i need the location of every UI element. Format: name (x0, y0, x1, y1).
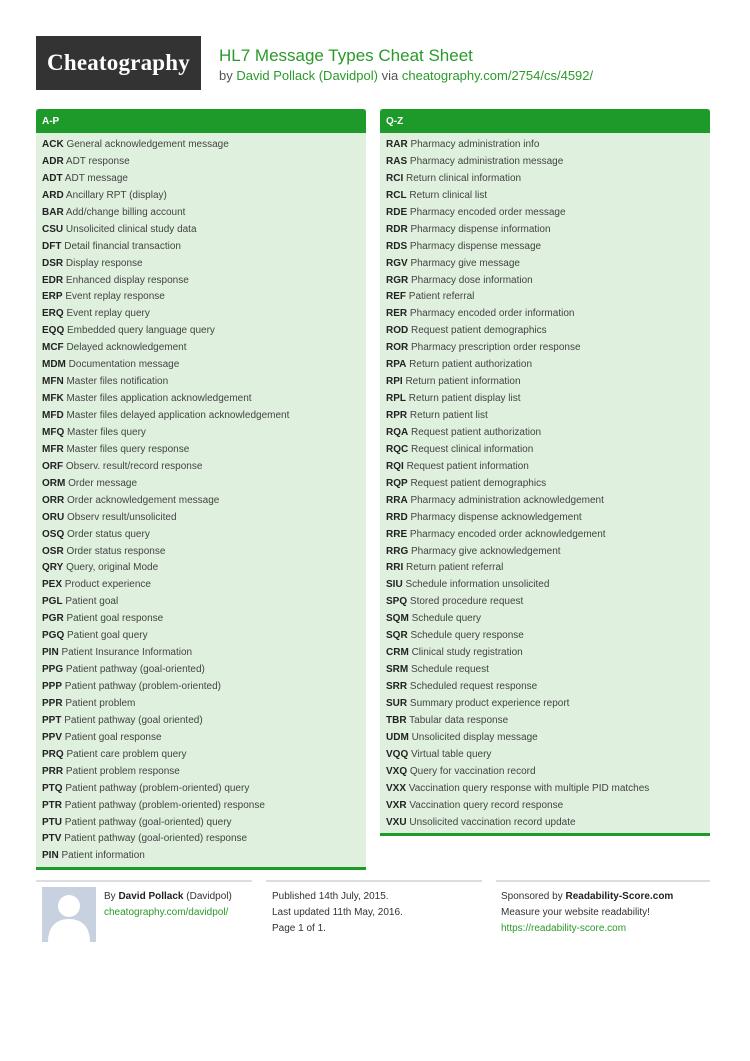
message-description: Patient goal response (66, 613, 164, 625)
message-type-row (42, 848, 366, 865)
message-description: Clinical study registration (411, 647, 523, 659)
cheatography-logo[interactable]: Cheatography (36, 36, 201, 90)
message-type-row (386, 696, 710, 713)
message-code: PRR (42, 765, 64, 777)
message-description: Delayed acknowledgement (66, 342, 187, 354)
message-description: Product experience (64, 579, 151, 591)
message-description: Patient pathway (goal-oriented) query (64, 816, 232, 828)
message-description: Request patient authorization (411, 426, 542, 438)
message-type-row (386, 357, 710, 374)
message-code: SUR (386, 697, 408, 709)
message-code: PGR (42, 613, 64, 625)
message-description: Enhanced display response (65, 274, 189, 286)
footer-author-name: David Pollack (118, 891, 184, 902)
message-code: RPR (386, 410, 408, 421)
message-type-row (386, 323, 710, 340)
message-type-row (386, 781, 710, 798)
message-description: Documentation message (68, 359, 180, 371)
message-type-row (386, 798, 710, 815)
message-description: Order message (68, 477, 138, 489)
user-silhouette-icon (42, 887, 96, 942)
message-code: RQA (386, 426, 409, 438)
message-type-row (386, 256, 710, 273)
message-code: MFN (42, 376, 64, 388)
message-type-row (42, 493, 366, 510)
message-description: Patient goal query (67, 630, 148, 642)
message-type-row (42, 340, 366, 357)
message-type-row (386, 408, 710, 425)
message-code: RDS (386, 240, 408, 252)
message-list (380, 133, 710, 833)
message-type-row (42, 205, 366, 222)
message-type-row (386, 340, 710, 357)
message-type-row (42, 239, 366, 256)
footer-sponsor (501, 889, 673, 937)
message-type-row (386, 594, 710, 611)
message-type-row (42, 137, 366, 154)
message-description: Display response (65, 257, 143, 269)
footer-author-handle: (Davidpol) (186, 891, 232, 902)
message-description: Pharmacy encoded order information (409, 308, 575, 320)
message-type-row (42, 798, 366, 815)
message-code: RPL (386, 393, 406, 405)
message-type-row (386, 459, 710, 476)
updated-date: Last updated 11th May, 2016. (272, 907, 403, 918)
message-description: Request patient demographics (411, 325, 547, 337)
message-code: PRQ (42, 748, 64, 760)
message-code: PPR (42, 697, 63, 709)
message-type-row (386, 476, 710, 493)
message-code: CSU (42, 223, 64, 235)
message-description: Vaccination query response with multiple PID matches (408, 782, 650, 794)
message-code: PTQ (42, 782, 63, 794)
sponsor-label: Sponsored by (501, 891, 563, 902)
message-code: PTV (42, 833, 62, 845)
message-description: ADT message (64, 172, 128, 184)
message-description: Master files query response (66, 443, 190, 455)
message-description: Patient Insurance Information (61, 647, 193, 659)
message-description: ADT response (65, 155, 130, 167)
column-a-p (36, 109, 366, 870)
message-type-row (42, 696, 366, 713)
message-code: RER (386, 308, 408, 320)
footer-divider (36, 880, 252, 882)
sponsor-name: Readability-Score.com (565, 891, 674, 902)
message-description: Request clinical information (411, 443, 534, 455)
message-type-row (386, 713, 710, 730)
message-description: Virtual table query (411, 748, 492, 760)
message-description: Patient goal (65, 596, 119, 608)
message-description: Return patient display list (408, 393, 521, 405)
author-link[interactable]: David Pollack (Davidpol) (236, 68, 378, 83)
message-code: ARD (42, 189, 64, 201)
message-code: MFD (42, 410, 64, 421)
message-type-row (386, 510, 710, 527)
message-description: Return patient referral (406, 562, 504, 574)
message-description: Summary product experience report (409, 697, 570, 709)
message-description: Embedded query language query (67, 325, 215, 337)
message-code: RDR (386, 223, 408, 235)
message-code: ERQ (42, 308, 64, 320)
message-description: Pharmacy give message (410, 257, 520, 269)
message-code: VXU (386, 816, 407, 828)
message-description: Scheduled request response (409, 681, 538, 692)
message-description: Unsolicited clinical study data (65, 223, 197, 235)
message-type-row (42, 645, 366, 662)
message-type-row (386, 205, 710, 222)
message-code: RRA (386, 494, 408, 506)
message-type-row (386, 493, 710, 510)
message-type-row (42, 527, 366, 544)
message-code: BAR (42, 206, 64, 218)
message-code: RAR (386, 139, 408, 150)
message-description: Pharmacy encoded order acknowledgement (409, 528, 606, 540)
message-code: RQI (386, 460, 404, 472)
message-code: RRE (386, 528, 408, 540)
message-description: Unsolicited vaccination record update (409, 816, 576, 828)
message-type-row (42, 408, 366, 425)
sheet-url-link[interactable]: cheatography.com/2754/cs/4592/ (401, 68, 594, 83)
message-description: Patient referral (408, 291, 475, 303)
message-description: Return patient list (409, 410, 488, 421)
message-code: ROD (386, 325, 409, 337)
column-heading: Q-Z (380, 109, 710, 133)
column-heading: A-P (36, 109, 366, 133)
message-type-row (386, 171, 710, 188)
message-code: PGQ (42, 630, 65, 642)
byline (219, 68, 593, 84)
message-description: Ancillary RPT (display) (65, 189, 167, 201)
message-code: SQM (386, 613, 409, 625)
message-type-row (386, 560, 710, 577)
footer-divider (266, 880, 482, 882)
message-code: TBR (386, 714, 407, 726)
message-type-row (42, 476, 366, 493)
message-code: MCF (42, 342, 64, 354)
message-type-row (386, 730, 710, 747)
message-description: Schedule request (411, 664, 489, 676)
message-description: Query for vaccination record (409, 765, 536, 777)
message-type-row (42, 171, 366, 188)
message-type-row (42, 764, 366, 781)
message-code: SRM (386, 664, 409, 676)
message-code: ROR (386, 342, 409, 354)
message-code: RQC (386, 443, 409, 455)
message-description: Patient pathway (problem-oriented) (64, 681, 221, 692)
footer-author-url[interactable]: cheatography.com/davidpol/ (104, 907, 229, 918)
message-type-row (386, 815, 710, 832)
message-code: RRI (386, 562, 404, 574)
message-type-row (42, 747, 366, 764)
message-description: Patient problem (65, 697, 136, 709)
message-type-row (42, 425, 366, 442)
message-code: VXR (386, 799, 407, 811)
message-type-row (386, 577, 710, 594)
message-code: RGR (386, 274, 409, 286)
message-code: VQQ (386, 748, 409, 760)
message-description: Request patient information (406, 460, 529, 472)
message-description: Schedule information unsolicited (405, 579, 550, 591)
message-code: PIN (42, 850, 59, 862)
message-code: SIU (386, 579, 403, 591)
message-code: PIN (42, 647, 59, 659)
message-code: MFR (42, 443, 64, 455)
message-description: Pharmacy dose information (411, 274, 533, 286)
message-code: MFK (42, 393, 64, 405)
message-type-row (42, 442, 366, 459)
message-description: Patient problem response (65, 765, 180, 777)
message-code: SPQ (386, 596, 408, 608)
message-description: Pharmacy encoded order message (409, 206, 566, 218)
message-code: DFT (42, 240, 62, 252)
message-code: SRR (386, 681, 408, 692)
message-type-row (386, 306, 710, 323)
page-number: Page 1 of 1. (272, 923, 326, 934)
message-code: RRD (386, 511, 408, 523)
message-description: Pharmacy give acknowledgement (411, 545, 561, 557)
author-avatar[interactable] (42, 887, 96, 942)
message-description: Patient goal response (64, 731, 162, 743)
message-description: Return clinical list (409, 189, 488, 201)
sponsor-url[interactable]: https://readability-score.com (501, 923, 627, 934)
message-description: Patient care problem query (66, 748, 187, 760)
message-code: CRM (386, 647, 409, 659)
message-code: DSR (42, 257, 64, 269)
message-type-row (42, 831, 366, 848)
message-description: Master files notification (66, 376, 169, 388)
message-description: General acknowledgement message (66, 139, 229, 150)
message-code: PPG (42, 664, 64, 676)
message-type-row (386, 628, 710, 645)
message-description: Master files delayed application acknowledgement (66, 410, 290, 421)
message-type-row (386, 273, 710, 290)
message-description: Schedule query response (410, 630, 524, 642)
message-code: OSQ (42, 528, 65, 540)
message-type-row (386, 222, 710, 239)
message-type-row (42, 357, 366, 374)
message-description: Patient pathway (goal-oriented) response (64, 833, 248, 845)
message-type-row (42, 713, 366, 730)
message-code: MFQ (42, 426, 65, 438)
message-type-row (386, 154, 710, 171)
message-description: Pharmacy administration acknowledgement (410, 494, 604, 506)
column-q-z (380, 109, 710, 836)
sponsor-tagline: Measure your website readability! (501, 907, 650, 918)
message-type-row (386, 527, 710, 544)
message-code: ORU (42, 511, 65, 523)
header (219, 46, 593, 84)
message-code: ORM (42, 477, 66, 489)
message-description: Pharmacy prescription order response (411, 342, 581, 354)
message-code: RDE (386, 206, 408, 218)
message-description: Pharmacy dispense acknowledgement (410, 511, 582, 523)
message-code: VXX (386, 782, 407, 794)
footer-dates (272, 889, 403, 937)
message-description: Return patient information (405, 376, 521, 388)
message-description: Observ result/unsolicited (67, 511, 177, 523)
message-code: ADR (42, 155, 64, 167)
message-description: Detail financial transaction (64, 240, 181, 252)
message-description: Stored procedure request (409, 596, 524, 608)
footer-divider (496, 880, 710, 882)
message-code: MDM (42, 359, 66, 371)
footer-author (104, 889, 232, 921)
message-type-row (42, 306, 366, 323)
message-type-row (386, 289, 710, 306)
message-type-row (386, 391, 710, 408)
message-description: Vaccination query record response (409, 799, 564, 811)
message-type-row (42, 391, 366, 408)
message-description: Master files query (67, 426, 146, 438)
message-type-row (42, 781, 366, 798)
message-type-row (386, 544, 710, 561)
message-description: Patient information (61, 850, 145, 862)
page-title: HL7 Message Types Cheat Sheet (219, 46, 473, 65)
message-type-row (386, 662, 710, 679)
message-list (36, 133, 366, 867)
message-code: RCL (386, 189, 407, 201)
message-description: Patient pathway (goal-oriented) (65, 664, 205, 676)
message-code: ADT (42, 172, 63, 184)
message-type-row (386, 679, 710, 696)
message-description: Unsolicited display message (411, 731, 538, 743)
message-description: Observ. result/record response (65, 460, 203, 472)
message-description: Return patient authorization (409, 359, 533, 371)
message-type-row (42, 459, 366, 476)
message-code: RRG (386, 545, 409, 557)
message-type-row (386, 764, 710, 781)
message-code: ACK (42, 139, 64, 150)
message-description: Patient pathway (problem-oriented) response (64, 799, 265, 811)
message-type-row (386, 137, 710, 154)
message-type-row (42, 188, 366, 205)
message-code: REF (386, 291, 406, 303)
message-description: Add/change billing account (65, 206, 186, 218)
message-type-row (42, 510, 366, 527)
message-type-row (42, 679, 366, 696)
byline-via: via (381, 68, 399, 83)
message-type-row (42, 222, 366, 239)
message-type-row (42, 594, 366, 611)
message-code: RAS (386, 155, 408, 167)
message-type-row (386, 425, 710, 442)
message-type-row (42, 323, 366, 340)
message-type-row (42, 662, 366, 679)
message-code: PTU (42, 816, 62, 828)
message-code: EDR (42, 274, 64, 286)
message-type-row (42, 815, 366, 832)
published-date: Published 14th July, 2015. (272, 891, 389, 902)
message-type-row (386, 239, 710, 256)
message-type-row (386, 442, 710, 459)
message-type-row (42, 289, 366, 306)
message-type-row (42, 374, 366, 391)
message-code: PTR (42, 799, 62, 811)
message-type-row (42, 560, 366, 577)
message-type-row (42, 154, 366, 171)
message-description: Pharmacy administration message (409, 155, 564, 167)
message-description: Event replay query (66, 308, 150, 320)
message-description: Master files application acknowledgement (66, 393, 252, 405)
message-code: RGV (386, 257, 408, 269)
message-code: ERP (42, 291, 63, 303)
message-description: Patient pathway (problem-oriented) query (65, 782, 250, 794)
message-code: OSR (42, 545, 64, 557)
message-code: PPT (42, 714, 62, 726)
message-description: Order acknowledgement message (67, 494, 220, 506)
message-description: Query, original Mode (66, 562, 159, 574)
message-code: RCI (386, 172, 404, 184)
message-type-row (386, 188, 710, 205)
message-code: ORF (42, 460, 64, 472)
message-type-row (386, 611, 710, 628)
message-description: Schedule query (411, 613, 482, 625)
message-type-row (42, 544, 366, 561)
message-code: EQQ (42, 325, 65, 337)
message-code: SQR (386, 630, 408, 642)
message-type-row (386, 374, 710, 391)
footer-by: By (104, 891, 116, 902)
message-type-row (386, 645, 710, 662)
message-code: PEX (42, 579, 63, 591)
message-description: Return clinical information (406, 172, 522, 184)
message-description: Request patient demographics (410, 477, 547, 489)
message-code: PPV (42, 731, 63, 743)
message-code: UDM (386, 731, 409, 743)
message-type-row (42, 628, 366, 645)
byline-by: by (219, 68, 233, 83)
message-type-row (42, 273, 366, 290)
message-description: Order status query (67, 528, 150, 540)
message-description: Patient pathway (goal oriented) (64, 714, 203, 726)
message-description: Pharmacy dispense message (409, 240, 542, 252)
message-type-row (42, 577, 366, 594)
message-code: RPI (386, 376, 403, 388)
message-code: PGL (42, 596, 63, 608)
message-code: RPA (386, 359, 407, 371)
message-type-row (42, 611, 366, 628)
message-code: ORR (42, 494, 65, 506)
message-description: Event replay response (65, 291, 165, 303)
message-description: Pharmacy dispense information (410, 223, 551, 235)
message-description: Pharmacy administration info (410, 139, 540, 150)
message-type-row (42, 256, 366, 273)
message-code: VXQ (386, 765, 408, 777)
message-description: Tabular data response (409, 714, 509, 726)
message-code: PPP (42, 681, 63, 692)
message-type-row (42, 730, 366, 747)
message-type-row (386, 747, 710, 764)
message-description: Order status response (66, 545, 166, 557)
message-code: QRY (42, 562, 64, 574)
message-code: RQP (386, 477, 408, 489)
